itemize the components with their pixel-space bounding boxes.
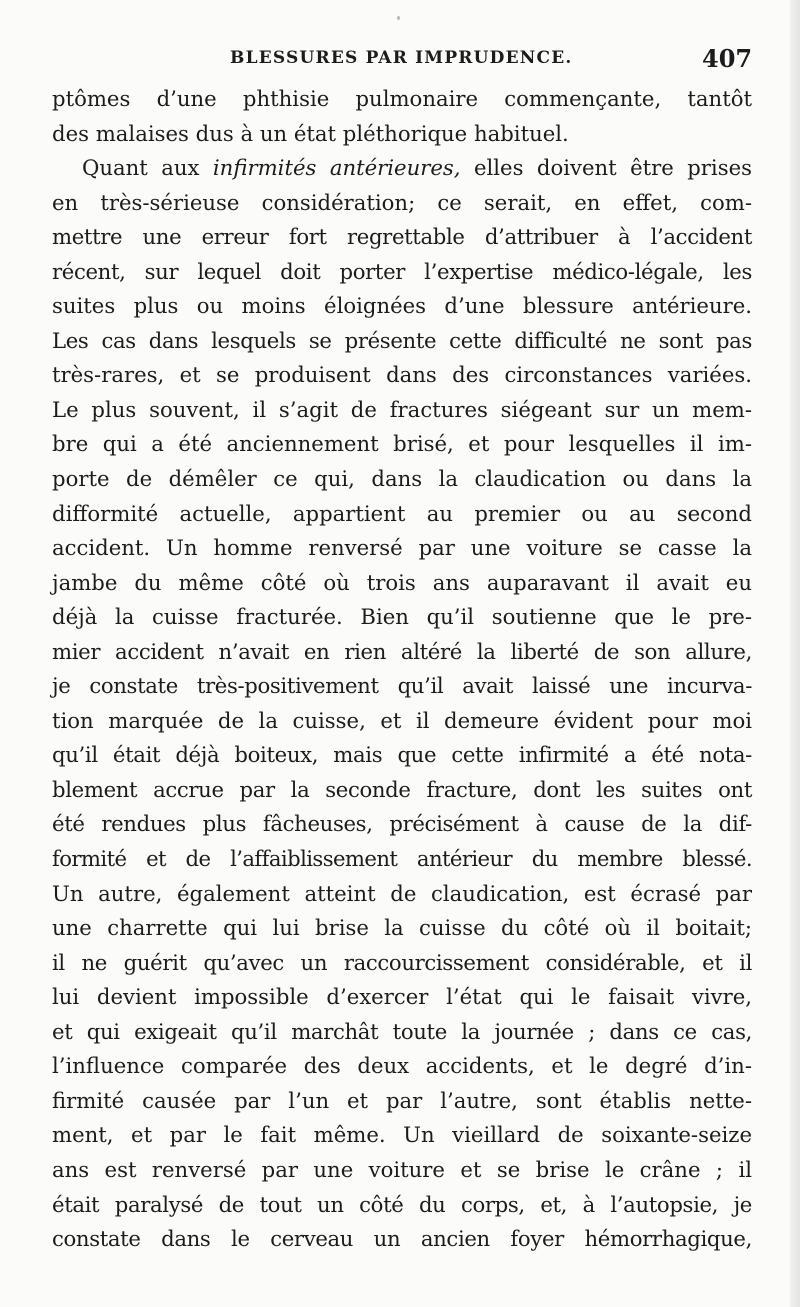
text-line: porte de démêler ce qui, dans la claudication ou dans la bbox=[52, 466, 752, 492]
page-edge-shadow bbox=[790, 0, 800, 1307]
text-line: était paralysé de tout un côté du corps, et, à l’autopsie, je bbox=[52, 1191, 752, 1217]
text-line: récent, sur lequel doit porter l’expertise médico-légale, les bbox=[52, 258, 752, 284]
text-line: Le plus souvent, il s’agit de fractures siégeant sur un mem- bbox=[52, 396, 752, 422]
text-line: firmité causée par l’un et par l’autre, sont établis nette- bbox=[52, 1087, 752, 1113]
text-line: qu’il était déjà boiteux, mais que cette infirmité a été nota- bbox=[52, 742, 752, 768]
text-line: je constate très-positivement qu’il avait laissé une incurva- bbox=[52, 673, 752, 699]
text-line: lui devient impossible d’exercer l’état qui le faisait vivre, bbox=[52, 984, 752, 1010]
text-line: en très-sérieuse considération; ce serait, en effet, com- bbox=[52, 189, 752, 215]
text-line: Les cas dans lesquels se présente cette difficulté ne sont pas bbox=[52, 327, 752, 353]
text-line: ans est renversé par une voiture et se brise le crâne ; il bbox=[52, 1156, 752, 1182]
text-line: mier accident n’avait en rien altéré la liberté de son allure, bbox=[52, 638, 752, 664]
text-line: ptômes d’une phthisie pulmonaire commençante, tantôt bbox=[52, 86, 752, 111]
text-run: elles doivent être prises bbox=[460, 155, 752, 181]
text-line: l’influence comparée des deux accidents, et le degré d’in- bbox=[52, 1053, 752, 1079]
text-line bbox=[52, 151, 752, 186]
print-speck bbox=[397, 16, 400, 20]
text-line: suites plus ou moins éloignées d’une blessure antérieure. bbox=[52, 293, 752, 319]
running-title: BLESSURES PAR IMPRUDENCE. bbox=[230, 48, 573, 68]
text-line: jambe du même côté où trois ans auparavant il avait eu bbox=[52, 569, 752, 595]
body-text bbox=[52, 82, 752, 1257]
text-run: Quant aux bbox=[82, 155, 213, 181]
text-line: difformité actuelle, appartient au premier ou au second bbox=[52, 500, 752, 526]
text-line: bre qui a été anciennement brisé, et pour lesquelles il im- bbox=[52, 431, 752, 457]
text-line: formité et de l’affaiblissement antérieur du membre blessé. bbox=[52, 846, 752, 872]
emphasis-text: infirmités antérieures, bbox=[212, 155, 461, 181]
text-line: déjà la cuisse fracturée. Bien qu’il soutienne que le pre- bbox=[52, 604, 752, 630]
text-line: et qui exigeait qu’il marchât toute la journée ; dans ce cas, bbox=[52, 1018, 752, 1044]
text-line: une charrette qui lui brise la cuisse du côté où il boitait; bbox=[52, 915, 752, 941]
text-line: très-rares, et se produisent dans des circonstances variées. bbox=[52, 362, 752, 388]
text-line: Un autre, également atteint de claudication, est écrasé par bbox=[52, 880, 752, 906]
text-line: constate dans le cerveau un ancien foyer hémorrhagique, bbox=[52, 1226, 752, 1252]
text-line: blement accrue par la seconde fracture, dont les suites ont bbox=[52, 776, 752, 802]
text-line: tion marquée de la cuisse, et il demeure évident pour moi bbox=[52, 707, 752, 733]
text-line: il ne guérit qu’avec un raccourcissement considérable, et il bbox=[52, 949, 752, 975]
text-line: ment, et par le fait même. Un vieillard de soixante-seize bbox=[52, 1122, 752, 1148]
text-line: été rendues plus fâcheuses, précisément à cause de la dif- bbox=[52, 811, 752, 837]
text-line: mettre une erreur fort regrettable d’attribuer à l’accident bbox=[52, 224, 752, 250]
text-line: des malaises dus à un état pléthorique habituel. bbox=[52, 120, 569, 146]
running-head bbox=[0, 42, 800, 82]
page-number: 407 bbox=[702, 44, 753, 73]
text-line: accident. Un homme renversé par une voiture se casse la bbox=[52, 535, 752, 561]
